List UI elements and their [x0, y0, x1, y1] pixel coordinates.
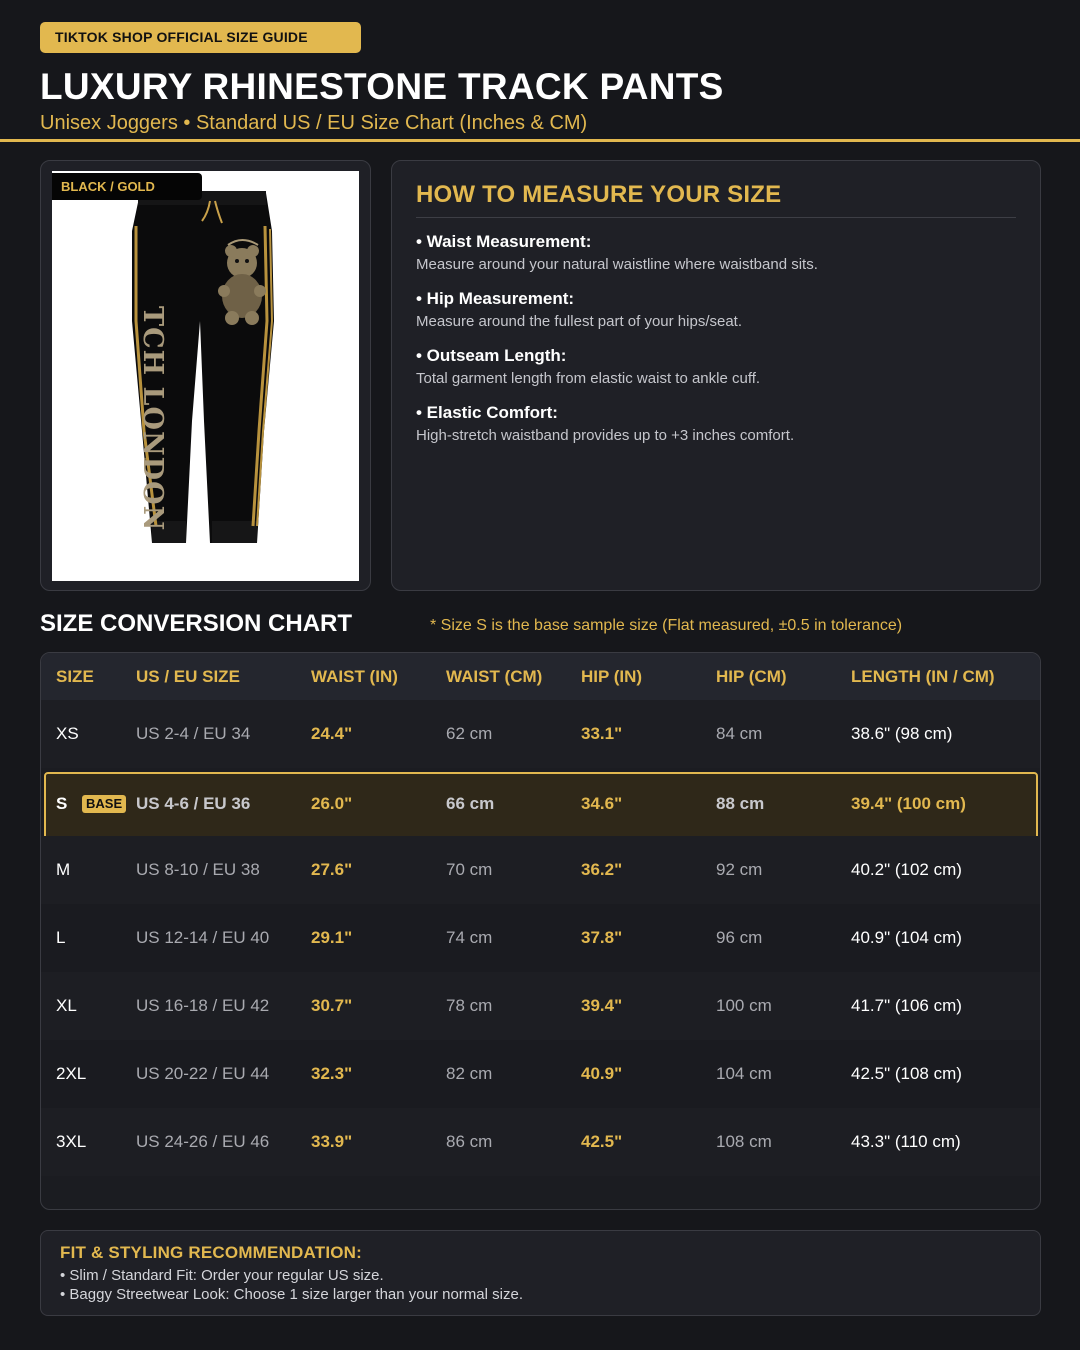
cell-us-eu: US 24-26 / EU 46 — [136, 1132, 270, 1151]
cell-size: S — [56, 794, 68, 813]
measure-item-elastic — [416, 403, 1016, 444]
tch-london-print: TCH LONDON — [137, 306, 168, 532]
cell-waist-in: 33.9" — [311, 1132, 353, 1151]
measure-guide-title: HOW TO MEASURE YOUR SIZE — [416, 181, 1016, 218]
cell-size: XL — [56, 996, 77, 1015]
column-header-hip-cm: HIP (CM) — [716, 667, 787, 686]
cell-us-eu: US 8-10 / EU 38 — [136, 860, 260, 879]
cell-length: 39.4" (100 cm) — [851, 794, 966, 813]
fit-recommendation-box — [40, 1230, 1041, 1316]
table-row — [41, 904, 1041, 972]
measure-item-waist — [416, 232, 1016, 273]
cell-us-eu: US 16-18 / EU 42 — [136, 996, 270, 1015]
measure-item-description: Measure around your natural waistline where waistband sits. — [416, 256, 818, 273]
table-row-base-size — [44, 772, 1038, 840]
cell-hip-cm: 108 cm — [716, 1132, 772, 1151]
cell-hip-cm: 88 cm — [716, 794, 765, 813]
cell-waist-in: 27.6" — [311, 860, 353, 879]
cell-waist-in: 32.3" — [311, 1064, 353, 1083]
cell-length: 41.7" (106 cm) — [851, 996, 962, 1015]
cell-hip-in: 39.4" — [581, 996, 623, 1015]
cell-size: M — [56, 860, 71, 879]
measure-list — [416, 232, 1016, 444]
column-header-waist-cm: WAIST (CM) — [446, 667, 543, 686]
track-pants-illustration — [52, 171, 359, 581]
table-row — [41, 1040, 1041, 1108]
measure-guide-card — [391, 160, 1041, 591]
cell-length: 40.9" (104 cm) — [851, 928, 962, 947]
measure-item-description: Measure around the fullest part of your hips/seat. — [416, 313, 743, 330]
measure-item-description: High-stretch waistband provides up to +3 inches comfort. — [416, 427, 795, 444]
cell-waist-cm: 78 cm — [446, 996, 493, 1015]
header-divider — [0, 139, 1080, 142]
cell-hip-in: 36.2" — [581, 860, 623, 879]
size-conversion-table — [40, 652, 1041, 1210]
cell-waist-cm: 74 cm — [446, 928, 493, 947]
cell-us-eu: US 20-22 / EU 44 — [136, 1064, 270, 1083]
cell-waist-cm: 70 cm — [446, 860, 493, 879]
cell-length: 38.6" (98 cm) — [851, 724, 953, 743]
measure-item-description: Total garment length from elastic waist to ankle cuff. — [416, 370, 761, 387]
cell-us-eu: US 4-6 / EU 36 — [136, 794, 251, 813]
cell-waist-cm: 82 cm — [446, 1064, 493, 1083]
size-chart-note: * Size S is the base sample size (Flat measured, ±0.5 in tolerance) — [430, 617, 903, 634]
product-image — [52, 171, 359, 581]
cell-hip-in: 37.8" — [581, 928, 623, 947]
fit-recommendation-title: FIT & STYLING RECOMMENDATION: — [60, 1243, 363, 1262]
product-card — [40, 160, 371, 591]
cell-waist-in: 26.0" — [311, 794, 353, 813]
column-header-hip-in: HIP (IN) — [581, 667, 643, 686]
cell-waist-in: 24.4" — [311, 724, 353, 743]
cell-waist-in: 30.7" — [311, 996, 353, 1015]
base-label: BASE — [82, 795, 126, 813]
measure-item-heading: • Outseam Length: — [416, 346, 567, 365]
measure-item-hip — [416, 289, 1016, 330]
table-row — [41, 972, 1041, 1040]
cell-size: 3XL — [56, 1132, 87, 1151]
size-chart-heading: SIZE CONVERSION CHART — [40, 610, 353, 637]
table-row — [41, 1108, 1041, 1176]
column-header-length: LENGTH (IN / CM) — [851, 667, 995, 686]
cell-waist-in: 29.1" — [311, 928, 353, 947]
column-header-us-eu: US / EU SIZE — [136, 667, 240, 686]
cell-hip-cm: 92 cm — [716, 860, 763, 879]
cell-length: 43.3" (110 cm) — [851, 1132, 961, 1151]
cell-hip-in: 42.5" — [581, 1132, 623, 1151]
official-size-guide-badge: TIKTOK SHOP OFFICIAL SIZE GUIDE — [40, 22, 361, 53]
cell-hip-in: 33.1" — [581, 724, 623, 743]
cell-hip-cm: 100 cm — [716, 996, 772, 1015]
measure-item-outseam — [416, 346, 1016, 387]
cell-hip-cm: 84 cm — [716, 724, 763, 743]
fit-recommendation-line: • Slim / Standard Fit: Order your regular US size. — [60, 1267, 384, 1284]
cell-length: 40.2" (102 cm) — [851, 860, 962, 879]
cell-hip-in: 34.6" — [581, 794, 623, 813]
table-row — [41, 700, 1041, 768]
cell-size: L — [56, 928, 66, 947]
column-header-size: SIZE — [56, 667, 94, 686]
cell-size: 2XL — [56, 1064, 87, 1083]
table-row — [41, 836, 1041, 904]
cell-waist-cm: 86 cm — [446, 1132, 493, 1151]
cell-us-eu: US 2-4 / EU 34 — [136, 724, 251, 743]
cell-size: XS — [56, 724, 79, 743]
cell-us-eu: US 12-14 / EU 40 — [136, 928, 270, 947]
base-size-badge — [82, 774, 126, 834]
measure-item-heading: • Waist Measurement: — [416, 232, 592, 251]
column-header-waist-in: WAIST (IN) — [311, 667, 398, 686]
cell-waist-cm: 62 cm — [446, 724, 493, 743]
page-subtitle: Unisex Joggers • Standard US / EU Size Chart (Inches & CM) — [40, 112, 588, 134]
cell-waist-cm: 66 cm — [446, 794, 495, 813]
fit-recommendation-line: • Baggy Streetwear Look: Choose 1 size larger than your normal size. — [60, 1286, 523, 1303]
cell-hip-cm: 96 cm — [716, 928, 763, 947]
measure-item-heading: • Elastic Comfort: — [416, 403, 558, 422]
page-title: LUXURY RHINESTONE TRACK PANTS — [40, 66, 724, 107]
cell-hip-in: 40.9" — [581, 1064, 623, 1083]
table-header — [41, 653, 1041, 700]
cell-hip-cm: 104 cm — [716, 1064, 772, 1083]
measure-item-heading: • Hip Measurement: — [416, 289, 575, 308]
cell-length: 42.5" (108 cm) — [851, 1064, 962, 1083]
color-tag: BLACK / GOLD — [52, 173, 202, 200]
